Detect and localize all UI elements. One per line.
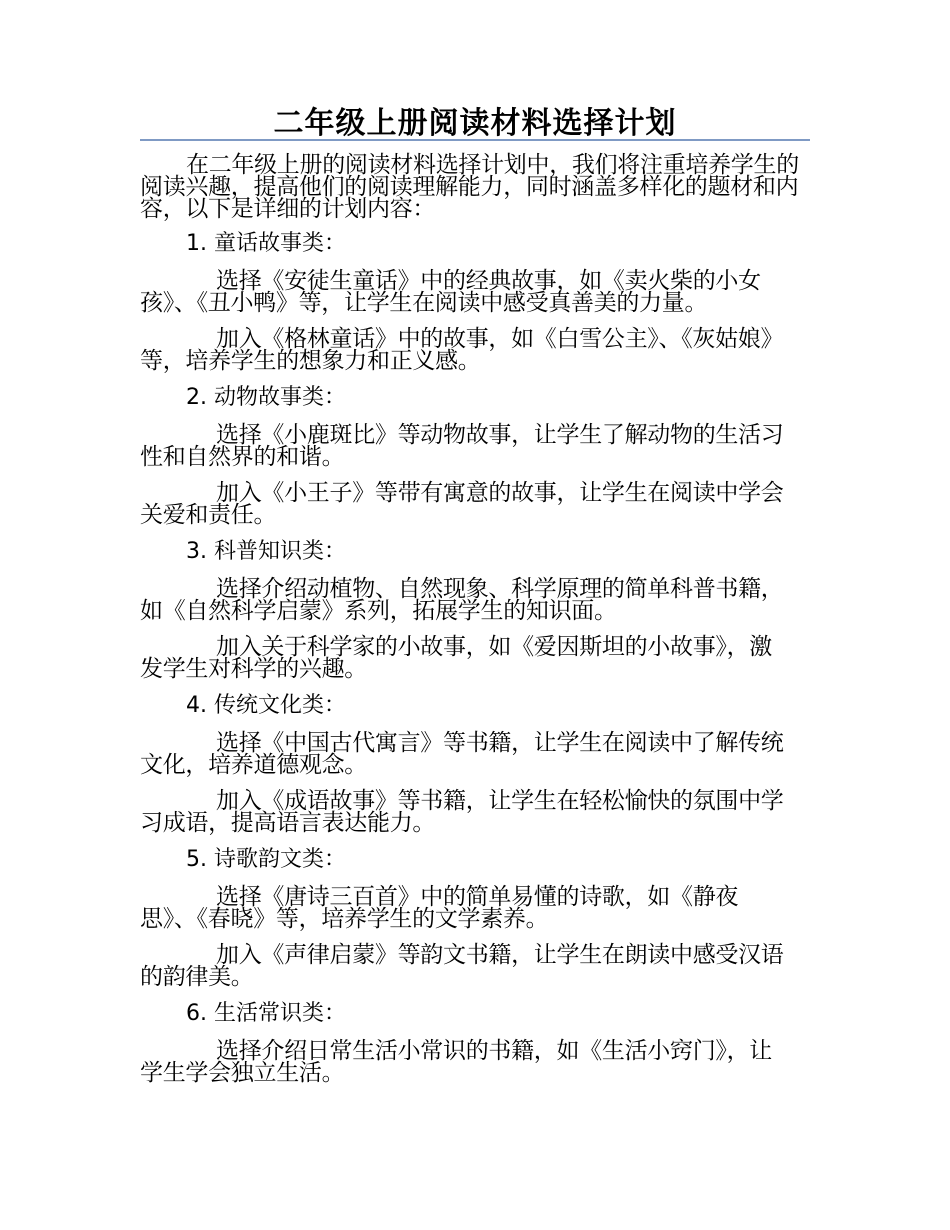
title-underline	[140, 139, 810, 141]
section-heading: 4. 传统文化类：	[186, 693, 346, 718]
section-item: 选择介绍动植物、自然现象、科学原理的简单科普书籍，如《自然科学启蒙》系列，拓展学生的知识面。	[140, 576, 784, 624]
section-item: 加入关于科学家的小故事，如《爱因斯坦的小故事》，激发学生对科学的兴趣。	[140, 634, 773, 682]
section-item: 选择介绍日常生活小常识的书籍，如《生活小窍门》，让学生学会独立生活。	[140, 1038, 773, 1086]
section-fairy-tales	[140, 232, 812, 372]
section-life-skills	[140, 1002, 812, 1084]
section-item: 加入《格林童话》中的故事，如《白雪公主》、《灰姑娘》等，培养学生的想象力和正义感。	[140, 326, 784, 374]
section-science	[140, 540, 812, 680]
section-item: 加入《小王子》等带有寓意的故事，让学生在阅读中学会关爱和责任。	[140, 480, 784, 528]
intro-paragraph: 在二年级上册的阅读材料选择计划中，我们将注重培养学生的阅读兴趣，提高他们的阅读理解能力，同时涵盖多样化的题材和内容，以下是详细的计划内容：	[140, 152, 799, 222]
section-poetry	[140, 848, 812, 988]
section-item: 加入《声律启蒙》等韵文书籍，让学生在朗读中感受汉语的韵律美。	[140, 942, 784, 990]
section-item: 选择《中国古代寓言》等书籍，让学生在阅读中了解传统文化，培养道德观念。	[140, 730, 784, 778]
document-title: 二年级上册阅读材料选择计划	[273, 106, 677, 141]
section-traditional-culture	[140, 694, 812, 834]
document-body	[140, 154, 812, 1098]
section-item: 选择《唐诗三百首》中的简单易懂的诗歌，如《静夜思》、《春晓》等，培养学生的文学素养。	[140, 884, 739, 932]
section-item: 选择《小鹿斑比》等动物故事，让学生了解动物的生活习性和自然界的和谐。	[140, 422, 784, 470]
section-item: 加入《成语故事》等书籍，让学生在轻松愉快的氛围中学习成语，提高语言表达能力。	[140, 788, 784, 836]
section-animal-stories	[140, 386, 812, 526]
section-item: 选择《安徒生童话》中的经典故事，如《卖火柴的小女孩》、《丑小鸭》等，让学生在阅读中感受真善美的力量。	[140, 268, 761, 316]
section-heading: 3. 科普知识类：	[186, 539, 346, 564]
section-heading: 5. 诗歌韵文类：	[186, 847, 346, 872]
section-heading: 2. 动物故事类：	[186, 385, 346, 410]
section-heading: 1. 童话故事类：	[186, 231, 346, 256]
section-heading: 6. 生活常识类：	[186, 1001, 346, 1026]
